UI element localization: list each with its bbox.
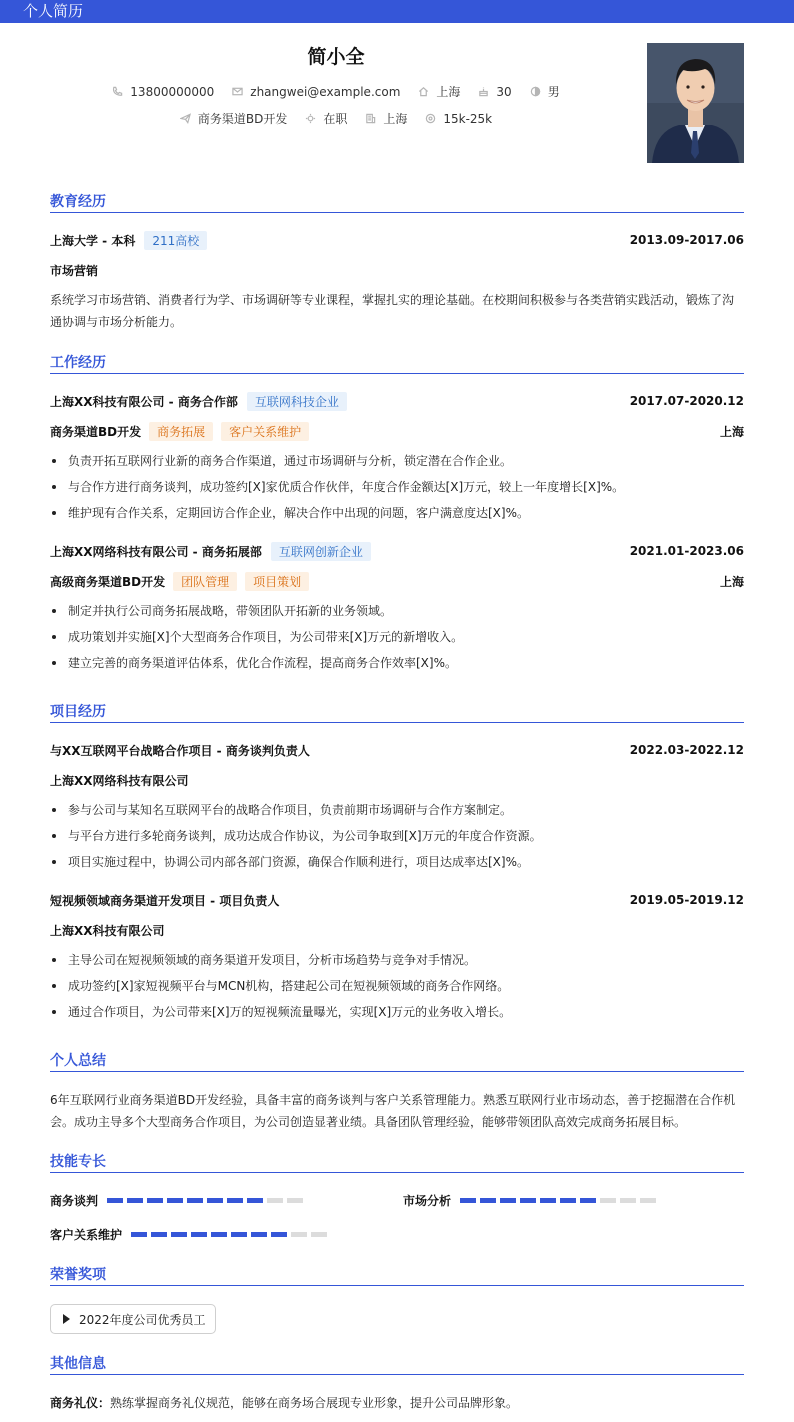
candidate-name: 简小全 bbox=[307, 46, 365, 68]
project-bullet: 项目实施过程中，协调公司内部各部门资源，确保合作顺利进行，项目达成率达[X]%。 bbox=[50, 853, 744, 871]
award-label: 2022年度公司优秀员工 bbox=[79, 1312, 206, 1327]
skill-level-segment bbox=[147, 1198, 163, 1203]
city-value: 上海 bbox=[436, 85, 461, 99]
skill-level-segment bbox=[640, 1198, 656, 1203]
skill-name: 商务谈判 bbox=[50, 1193, 99, 1208]
skill-level-segment bbox=[267, 1198, 283, 1203]
skill-tag: 团队管理 bbox=[173, 572, 237, 591]
skill-level-segment bbox=[460, 1198, 476, 1203]
skill-level-segment bbox=[560, 1198, 576, 1203]
skill-level-segment bbox=[600, 1198, 616, 1203]
skill-level-segment bbox=[520, 1198, 536, 1203]
skill-level-segment bbox=[187, 1198, 203, 1203]
building-icon bbox=[365, 113, 376, 124]
salary-item bbox=[425, 112, 492, 126]
skill-level-bar bbox=[107, 1198, 307, 1203]
age-value: 30 bbox=[496, 84, 512, 99]
city-item bbox=[418, 83, 460, 100]
skill-level-segment bbox=[107, 1198, 123, 1203]
skill-level-segment bbox=[167, 1198, 183, 1203]
education-header bbox=[50, 231, 744, 249]
project-period: 2019.05-2019.12 bbox=[629, 893, 744, 907]
skill-level-segment bbox=[480, 1198, 496, 1203]
skill-tag: 客户关系维护 bbox=[221, 422, 309, 441]
job-company: 上海XX网络科技有限公司 - 商务拓展部 bbox=[50, 544, 262, 559]
other-text: 熟练掌握商务礼仪规范，能够在商务场合展现专业形象，提升公司品牌形象。 bbox=[110, 1395, 519, 1410]
job-location: 上海 bbox=[719, 574, 744, 589]
salary-value: 15k-25k bbox=[443, 111, 493, 126]
gender-item bbox=[530, 83, 560, 100]
other-info-row bbox=[50, 1393, 744, 1411]
company-tag: 互联网科技企业 bbox=[247, 392, 347, 411]
job-location: 上海 bbox=[719, 424, 744, 439]
skill-name: 客户关系维护 bbox=[50, 1227, 123, 1242]
skill-level-segment bbox=[311, 1232, 327, 1237]
skill-level-bar bbox=[460, 1198, 660, 1203]
skill-level-segment bbox=[131, 1232, 147, 1237]
email-icon bbox=[232, 86, 243, 97]
skill-name: 市场分析 bbox=[403, 1193, 452, 1208]
job-bullet: 与合作方进行商务谈判，成功签约[X]家优质合作伙伴，年度合作金额达[X]万元，较上一年度增长[X]%。 bbox=[50, 478, 744, 496]
project-bullet: 成功签约[X]家短视频平台与MCN机构，搭建起公司在短视频领域的商务合作网络。 bbox=[50, 977, 744, 995]
status-icon bbox=[305, 113, 316, 124]
project-bullet: 与平台方进行多轮商务谈判，成功达成合作协议，为公司争取到[X]万元的年度合作资源。 bbox=[50, 827, 744, 845]
home-icon bbox=[418, 86, 429, 97]
skill-item bbox=[50, 1226, 331, 1242]
award-item[interactable] bbox=[50, 1304, 216, 1334]
project-name: 短视频领域商务渠道开发项目 - 项目负责人 bbox=[50, 893, 280, 908]
project-name: 与XX互联网平台战略合作项目 - 商务谈判负责人 bbox=[50, 743, 310, 758]
job-bullet: 负责开拓互联网行业新的商务合作渠道，通过市场调研与分析，锁定潜在合作企业。 bbox=[50, 452, 744, 470]
skill-item bbox=[50, 1192, 307, 1208]
skill-level-segment bbox=[540, 1198, 556, 1203]
job-header bbox=[50, 542, 744, 560]
project-company-row bbox=[50, 921, 744, 939]
job-bullet: 维护现有合作关系，定期回访合作企业，解决合作中出现的问题，客户满意度达[X]%。 bbox=[50, 504, 744, 522]
education-period: 2013.09-2017.06 bbox=[629, 233, 744, 247]
skill-level-segment bbox=[211, 1232, 227, 1237]
project-bullet: 主导公司在短视频领域的商务渠道开发项目，分析市场趋势与竞争对手情况。 bbox=[50, 951, 744, 969]
job-period: 2017.07-2020.12 bbox=[629, 394, 744, 408]
job-period: 2021.01-2023.06 bbox=[629, 544, 744, 558]
job-company: 上海XX科技有限公司 - 商务合作部 bbox=[50, 394, 238, 409]
email-value: zhangwei@example.com bbox=[250, 84, 401, 99]
job-position-row bbox=[50, 572, 744, 590]
work-section-title: 工作经历 bbox=[50, 354, 744, 374]
email-item bbox=[232, 85, 400, 99]
target-city-item bbox=[365, 110, 407, 127]
other-label: 商务礼仪： bbox=[50, 1395, 111, 1410]
phone-value: 13800000000 bbox=[130, 84, 215, 99]
phone-icon bbox=[112, 86, 123, 97]
summary-text: 6年互联网行业商务渠道BD开发经验，具备丰富的商务谈判与客户关系管理能力。熟悉互联网行业市场动态，善于挖掘潜在合作机会。成功主导多个大型商务合作项目，为公司创造显著业绩。具备团队管理经验，能够带领团队高效完成商务拓展目标。 bbox=[50, 1093, 736, 1129]
project-company: 上海XX科技有限公司 bbox=[50, 923, 165, 938]
awards-section-title: 荣誉奖项 bbox=[50, 1266, 744, 1286]
company-tag: 互联网创新企业 bbox=[271, 542, 371, 561]
education-section-title: 教育经历 bbox=[50, 193, 744, 213]
play-icon bbox=[63, 1314, 70, 1324]
job-position: 商务渠道BD开发 bbox=[50, 424, 142, 439]
job-intent-row bbox=[80, 110, 592, 127]
salary-icon bbox=[425, 113, 436, 124]
major: 市场营销 bbox=[50, 263, 99, 278]
phone-item bbox=[112, 85, 214, 99]
skills-section-title: 技能专长 bbox=[50, 1153, 744, 1173]
skill-level-segment bbox=[231, 1232, 247, 1237]
skill-level-segment bbox=[620, 1198, 636, 1203]
project-company: 上海XX网络科技有限公司 bbox=[50, 773, 189, 788]
job-bullet: 成功策划并实施[X]个大型商务合作项目，为公司带来[X]万元的新增收入。 bbox=[50, 628, 744, 646]
skill-level-segment bbox=[227, 1198, 243, 1203]
target-job-value: 商务渠道BD开发 bbox=[197, 112, 288, 126]
skill-level-segment bbox=[127, 1198, 143, 1203]
skill-tag: 项目策划 bbox=[245, 572, 309, 591]
resume-title: 个人简历 bbox=[23, 2, 84, 20]
project-period: 2022.03-2022.12 bbox=[629, 743, 744, 757]
gender-value: 男 bbox=[547, 85, 560, 99]
target-city-value: 上海 bbox=[383, 112, 408, 126]
status-value: 在职 bbox=[323, 112, 348, 126]
project-bullet: 参与公司与某知名互联网平台的战略合作项目，负责前期市场调研与合作方案制定。 bbox=[50, 801, 744, 819]
project-header bbox=[50, 741, 744, 759]
skill-level-segment bbox=[251, 1232, 267, 1237]
skill-level-segment bbox=[500, 1198, 516, 1203]
skill-level-segment bbox=[287, 1198, 303, 1203]
education-description: 系统学习市场营销、消费者行为学、市场调研等专业课程，掌握扎实的理论基础。在校期间积极参与各类营销实践活动，锻炼了沟通协调与市场分析能力。 bbox=[50, 293, 735, 329]
major-row bbox=[50, 261, 744, 279]
status-item bbox=[305, 110, 347, 127]
other-section-title: 其他信息 bbox=[50, 1355, 744, 1375]
contact-row bbox=[80, 83, 592, 100]
gender-icon bbox=[530, 86, 541, 97]
skill-item bbox=[403, 1192, 660, 1208]
skill-level-segment bbox=[580, 1198, 596, 1203]
skill-level-segment bbox=[271, 1232, 287, 1237]
skill-level-segment bbox=[247, 1198, 263, 1203]
age-item bbox=[478, 85, 511, 99]
cake-icon bbox=[478, 86, 489, 97]
job-bullet: 建立完善的商务渠道评估体系，优化合作流程，提高商务合作效率[X]%。 bbox=[50, 654, 744, 672]
skill-level-segment bbox=[151, 1232, 167, 1237]
school-name: 上海大学 - 本科 bbox=[50, 233, 136, 248]
send-icon bbox=[180, 113, 191, 124]
project-header bbox=[50, 891, 744, 909]
school-tag: 211高校 bbox=[144, 231, 207, 250]
skill-tag: 商务拓展 bbox=[149, 422, 213, 441]
skill-level-bar bbox=[131, 1232, 331, 1237]
profile-photo bbox=[647, 43, 744, 163]
skill-level-segment bbox=[291, 1232, 307, 1237]
skill-level-segment bbox=[207, 1198, 223, 1203]
project-company-row bbox=[50, 771, 744, 789]
top-bar bbox=[0, 0, 794, 23]
skill-level-segment bbox=[191, 1232, 207, 1237]
summary-section-title: 个人总结 bbox=[50, 1052, 744, 1072]
target-job-item bbox=[180, 110, 287, 127]
project-section-title: 项目经历 bbox=[50, 703, 744, 723]
job-position-row bbox=[50, 422, 744, 440]
job-position: 高级商务渠道BD开发 bbox=[50, 574, 166, 589]
job-bullet: 制定并执行公司商务拓展战略，带领团队开拓新的业务领域。 bbox=[50, 602, 744, 620]
project-bullet: 通过合作项目，为公司带来[X]万的短视频流量曝光，实现[X]万元的业务收入增长。 bbox=[50, 1003, 744, 1021]
job-header bbox=[50, 392, 744, 410]
skill-level-segment bbox=[171, 1232, 187, 1237]
